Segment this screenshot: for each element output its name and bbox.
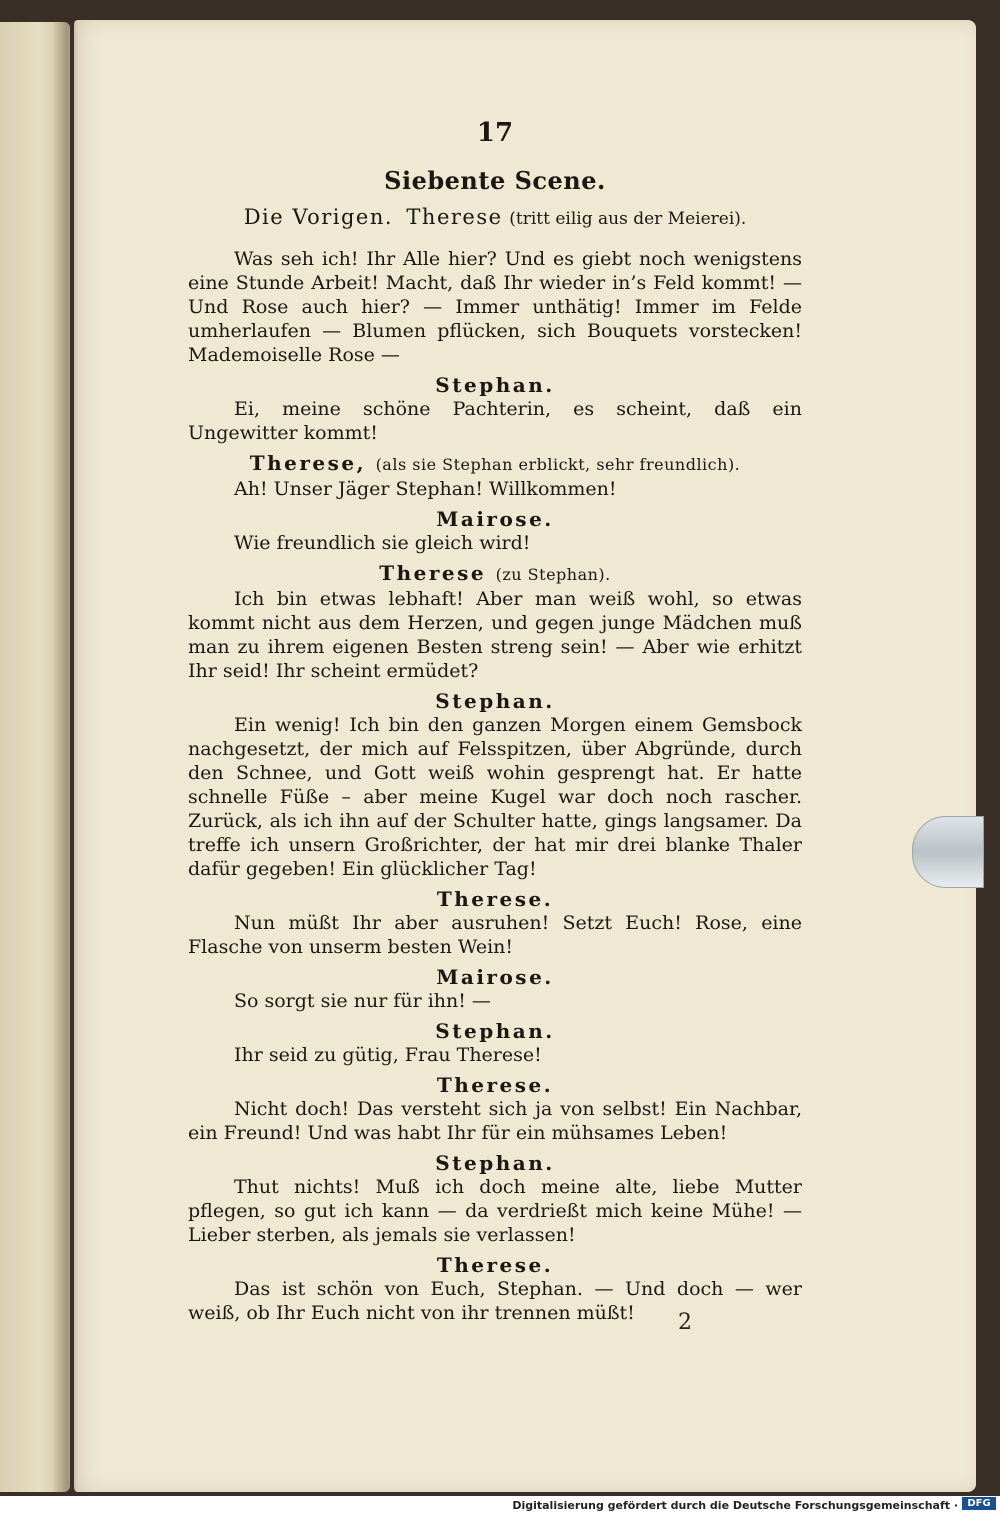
speaker-direction: (zu Stephan). [495,565,611,584]
speaker-name [188,1253,802,1277]
speaker-label: Therese [379,561,487,585]
speaker-label: Stephan. [435,373,555,397]
speech-text: So sorgt sie nur für ihn! — [234,990,491,1012]
stage-direction-heading [188,205,802,229]
speaker-name [188,451,802,477]
footer-credit: Digitalisierung gefördert durch die Deutsche Forschungsgemeinschaft · [512,1499,958,1512]
speaker-label: Therese. [436,1253,554,1277]
speaker-name [188,887,802,911]
page-content [188,118,802,1325]
speech-text: Ah! Unser Jäger Stephan! Willkommen! [234,478,617,500]
speaker-name [188,1073,802,1097]
speech-text: Ein wenig! Ich bin den ganzen Morgen einem Gemsbock nachgesetzt, der mich auf Felsspitzen, über Abgründe, durch den Schnee, und Gott weiß wohin gesprengt hat. Er hatte schnelle Füße – aber meine Kugel war doch noch rascher. Zurück, als ich ihn auf der Schulter hatte, gings langsamer. Da treffe ich unsern Großrichter, der hat mir drei blanke Thaler dafür gegeben! Ein glücklicher Tag! [188,714,802,880]
speech-text: Wie freundlich sie gleich wird! [234,532,531,554]
stage-direction: (tritt eilig aus der Meierei). [509,209,747,229]
book-gutter [52,22,78,1492]
speaker-name [188,561,802,587]
speaker-label: Mairose. [436,965,554,989]
speaker-name [188,507,802,531]
speaker-label: Mairose. [436,507,554,531]
speech-text: Nicht doch! Das versteht sich ja von selbst! Ein Nachbar, ein Freund! Und was habt Ihr für ein mühsames Leben! [188,1098,802,1144]
speaker-name [188,965,802,989]
speech-text: Das ist schön von Euch, Stephan. — Und doch — wer weiß, ob Ihr Euch nicht von ihr trennen müßt! [188,1278,802,1324]
page-number: 17 [476,118,514,148]
speech-text: Was seh ich! Ihr Alle hier? Und es giebt noch wenigstens eine Stunde Arbeit! Macht, daß Ihr wieder in’s Feld kommt! — Und Rose auch hier? — Immer unthätig! Immer im Felde umherlaufen — Blumen pflücken, sich Bouquets vorstecken! Mademoiselle Rose — [188,248,802,366]
page-clip [912,816,984,888]
speaker-name [188,373,802,397]
speaker-label: Stephan. [435,689,555,713]
speaker-label: Stephan. [435,1151,555,1175]
dialogue [188,247,802,1325]
signature-mark: 2 [678,1310,692,1335]
speech-text: Ei, meine schöne Pachterin, es scheint, daß ein Ungewitter kommt! [188,398,802,444]
speaker-name [188,1019,802,1043]
speaker-label: Therese. [436,1073,554,1097]
speaker-name [188,1151,802,1175]
speaker-name [188,689,802,713]
speaker-label: Therese, [249,451,367,475]
speaker-direction: (als sie Stephan erblickt, sehr freundlich). [375,455,741,474]
speech-text: Thut nichts! Muß ich doch meine alte, liebe Mutter pflegen, so gut ich kann — da verdrießt mich keine Mühe! — Lieber sterben, als jemals sie verlassen! [188,1176,802,1246]
speech-text: Ihr seid zu gütig, Frau Therese! [234,1044,542,1066]
speaker-label: Stephan. [435,1019,555,1043]
dfg-logo: DFG [962,1497,996,1510]
stage-persons: Die Vorigen. [243,205,394,229]
speech-text: Ich bin etwas lebhaft! Aber man weiß wohl, so etwas kommt nicht aus dem Herzen, und gegen junge Mädchen muß man zu ihrem eigenen Besten streng sein! — Aber wie erhitzt Ihr seid! Ihr scheint ermüdet? [188,588,802,682]
speaker-label: Therese. [436,887,554,911]
stage-character: Therese [406,205,503,229]
speech-text: Nun müßt Ihr aber ausruhen! Setzt Euch! Rose, eine Flasche von unserm besten Wein! [188,912,802,958]
scene-title: Siebente Scene. [384,166,606,195]
